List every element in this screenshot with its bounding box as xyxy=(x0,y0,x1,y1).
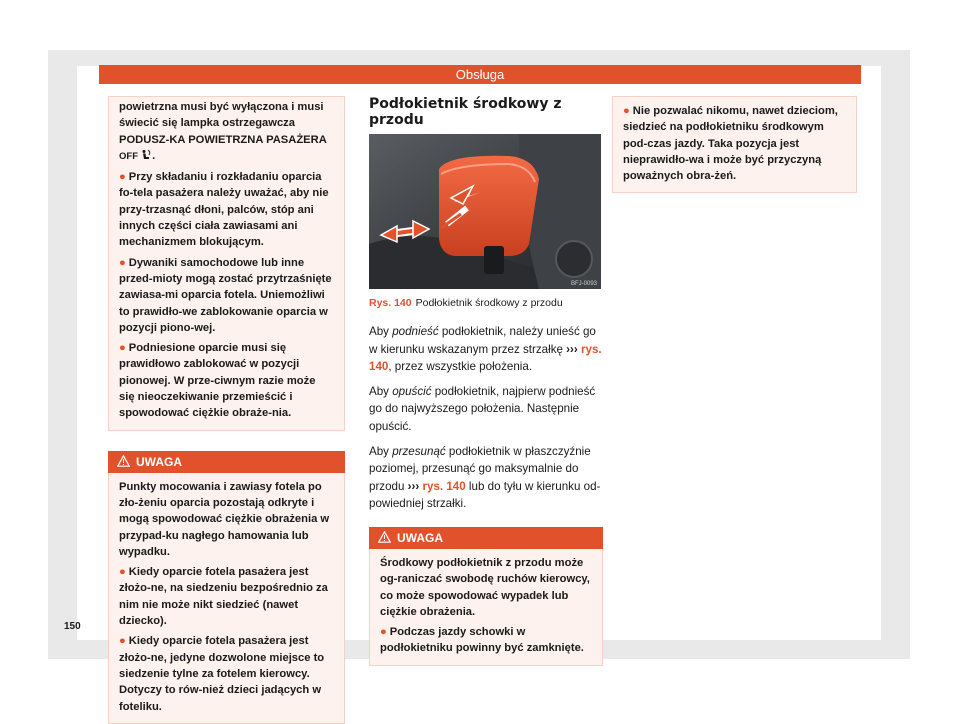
warning-body xyxy=(369,549,603,666)
list-item: ● Dywaniki samochodowe lub inne przed-mioty mogą zostać przytrzaśnięte zawiasa-mi oparcia fotela. Uniemożliwi to prawidło-we zablokowanie oparcia w pozycji piono-wej. xyxy=(119,256,332,334)
figure-link[interactable]: rys. 140 xyxy=(422,479,466,493)
bullet-icon: ● xyxy=(119,256,126,269)
airbag-off-icon: OFF xyxy=(119,150,138,162)
column-middle xyxy=(359,96,603,666)
warning-text: Środkowy podłokietnik z przodu może og-raniczać swobodę ruchów kierowcy, co może spowodować wypadek lub ciężkie obrażenia. xyxy=(380,556,590,618)
warning-title: UWAGA xyxy=(397,530,443,545)
body-text xyxy=(369,323,603,513)
bullet-icon: ● xyxy=(119,171,126,184)
warning-header xyxy=(369,527,603,549)
warning-body xyxy=(108,473,345,724)
section-title: Podłokietnik środkowy z przodu xyxy=(369,96,562,128)
bullet-icon: ● xyxy=(119,342,126,355)
bullet-icon: ● xyxy=(380,626,387,639)
warning-title: UWAGA xyxy=(136,454,182,469)
column-right xyxy=(612,96,857,193)
paragraph: Aby opuścić podłokietnik, najpierw podnieść go do najwyższego położenia. Następnie opuścić. xyxy=(369,384,596,433)
warning-triangle-icon xyxy=(117,455,130,467)
safety-note xyxy=(612,96,857,193)
list-item: ● Przy składaniu i rozkładaniu oparcia fo-tela pasażera należy uważać, aby nie przy-trzasnąć dłoni, palców, stóp ani innych części ciała zawiasami ani mechanizmem blokującym. xyxy=(119,171,329,249)
list-item: ● Kiedy oparcie fotela pasażera jest złożo-ne, jedyne dozwolone miejsce to siedzenie tylne za fotelem kierowcy. Dotyczy to rów-nież dzieci jadących w foteliku. xyxy=(119,635,325,713)
list-item: ● Nie pozwalać nikomu, nawet dzieciom, siedzieć na podłokietniku środkowym pod-czas jazdy. Taka pozycja jest nieprawidło-wa i może być przyczyną poważnych obra-żeń. xyxy=(623,105,838,183)
figure-link[interactable]: rys. 140 xyxy=(369,342,602,374)
bullet-icon: ● xyxy=(119,635,126,648)
column-left xyxy=(108,96,345,724)
page-number: 150 xyxy=(64,621,81,632)
bullet-icon: ● xyxy=(623,105,630,117)
warning-triangle-icon xyxy=(378,531,391,543)
paragraph: Aby przesunąć podłokietnik w płaszczyźnie poziomej, przesunąć go maksymalnie do przodu ››› rys. 140 lub do tyłu w kierunku od-powiedniej strzałki. xyxy=(369,444,601,511)
passenger-airbag-icon xyxy=(141,149,152,160)
section-header: Obsługa xyxy=(99,65,861,84)
safety-note-continued xyxy=(108,96,345,431)
warning-box xyxy=(369,527,603,666)
warning-header xyxy=(108,451,345,473)
figure-caption: Rys. 140 Podłokietnik środkowy z przodu xyxy=(369,297,563,309)
armrest-illustration xyxy=(369,134,601,289)
note-intro: powietrzna musi być wyłączona i musi świecić się lampka ostrzegawcza PODUSZ-KA POWIETRZNA PASAŻERA OFF . xyxy=(119,101,327,162)
armrest-figure xyxy=(369,134,601,289)
paragraph: Aby podnieść podłokietnik, należy unieść go w kierunku wskazanym przez strzałkę ››› rys. 140, przez wszystkie położenia. xyxy=(369,325,602,374)
warning-text: Punkty mocowania i zawiasy fotela po zło-żeniu oparcia pozostają odkryte i mogą spowodować ciężkie obrażenia w przypad-ku nagłego hamowania lub wypadku. xyxy=(119,480,330,558)
bullet-icon: ● xyxy=(119,566,126,579)
list-item: ● Podczas jazdy schowki w podłokietniku powinny być zamknięte. xyxy=(380,626,584,655)
list-item: ● Kiedy oparcie fotela pasażera jest złożo-ne, na siedzeniu bezpośrednio za nim nie może nikt siedzieć (nawet dziecko). xyxy=(119,566,328,628)
figure-code: BFJ-0093 xyxy=(570,281,597,287)
list-item: ● Podniesione oparcie musi się prawidłowo zablokować w pozycji pionowej. W prze-ciwnym razie może się nieoczekiwanie przemieścić i spowodować ciężkie obraże-nia. xyxy=(119,342,316,420)
warning-box xyxy=(108,451,345,724)
